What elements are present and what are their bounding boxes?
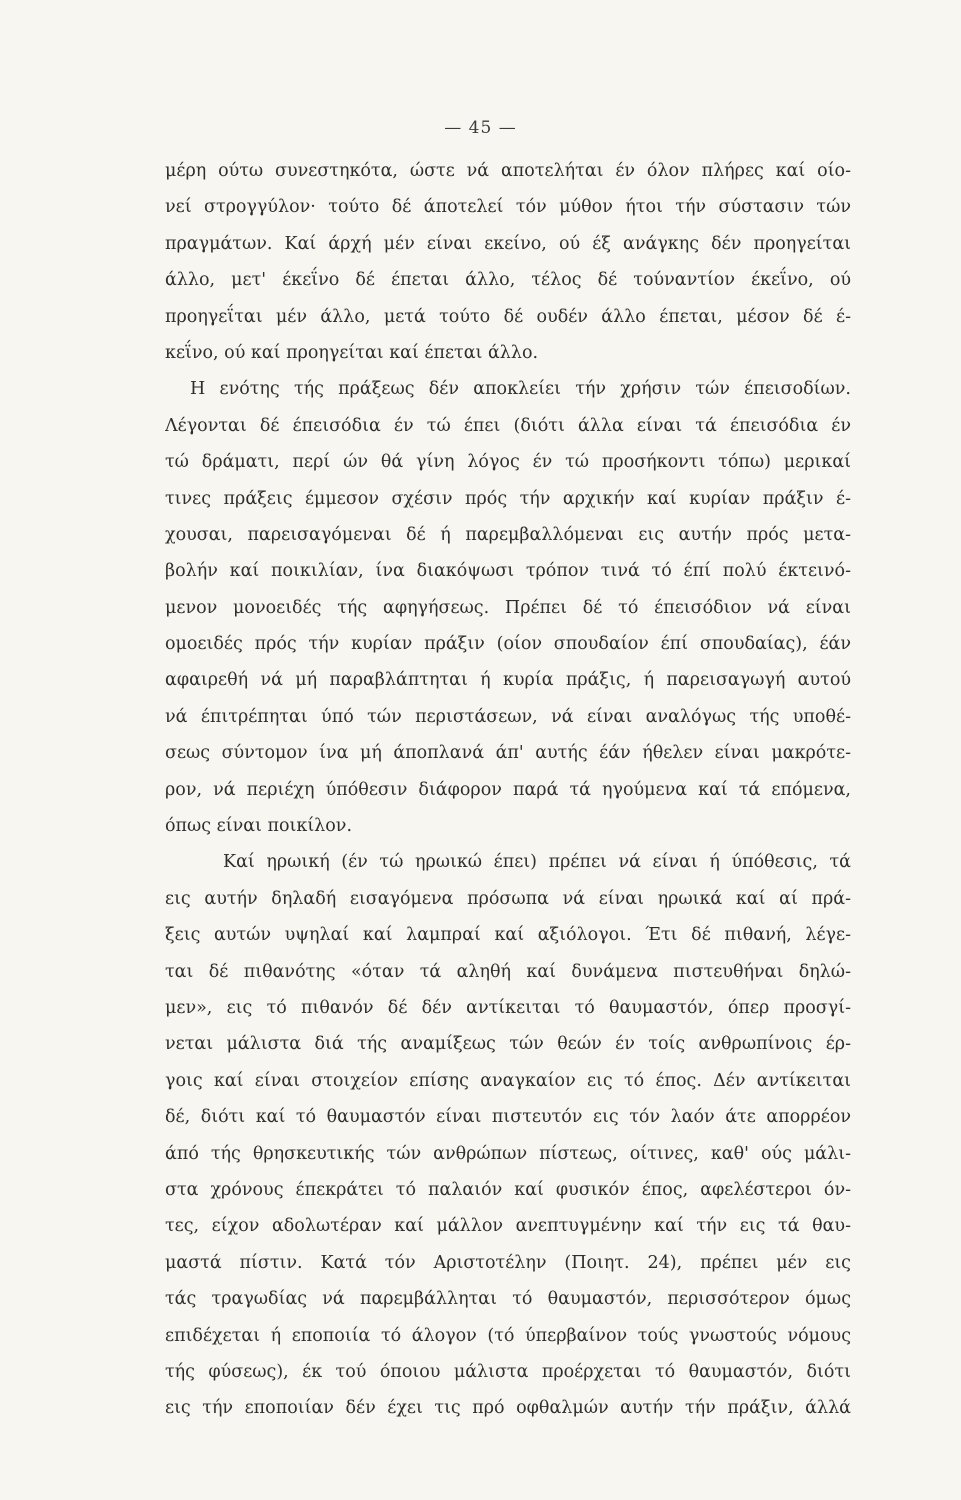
text-line: εις τήν εποποιίαν δέν έχει τις πρό οφθαλμών αυτήν τήν πράξιν, άλλά [165, 1398, 851, 1419]
text-line: αφαιρεθή νά μή παραβλάπτηται ή κυρία πράξις, ή παρεισαγωγή αυτού [165, 670, 851, 691]
text-line: νεί στρογγύλον· τούτο δέ άποτελεί τόν μύθον ήτοι τήν σύστασιν τών [165, 197, 851, 218]
text-line: μέρη ούτω συνεστηκότα, ώστε νά αποτελήται έν όλον πλήρες καί οίο- [165, 161, 851, 181]
text-line: επιδέχεται ή εποποιία τό άλογον (τό ύπερβαίνον τούς γνωστούς νόμους [165, 1325, 851, 1346]
text-line: μαστά πίστιν. Κατά τόν Αριστοτέλην (Ποιητ. 24), πρέπει μέν εις [165, 1252, 851, 1273]
text-line: τής φύσεως), έκ τού όποιου μάλιστα προέρχεται τό θαυμαστόν, διότι [165, 1361, 851, 1382]
text-line: τες, είχον αδολωτέραν καί μάλλον ανεπτυγμένην καί τήν εις τά θαυ- [165, 1216, 851, 1237]
text-line: στα χρόνους έπεκράτει τό παλαιόν καί φυσικόν έπος, αφελέστεροι όν- [165, 1179, 851, 1200]
text-line: Καί ηρωική (έν τώ ηρωικώ έπει) πρέπει νά είναι ή ύπόθεσις, τά [223, 852, 851, 873]
text-line: άλλο, μετ' έκεΐνο δέ έπεται άλλο, τέλος δέ τούναντίον έκεΐνο, ού [165, 270, 851, 291]
text-line: ομοειδές πρός τήν κυρίαν πράξιν (οίον σπουδαίον έπί σπουδαίας), έάν [165, 634, 851, 655]
text-line: ξεις αυτών υψηλαί καί λαμπραί καί αξιόλογοι. Έτι δέ πιθανή, λέγε- [165, 925, 851, 946]
text-line: μεν», εις τό πιθανόν δέ δέν αντίκειται τό θαυμαστόν, όπερ προσγί- [165, 997, 851, 1018]
text-line: μενον μονοειδές τής αφηγήσεως. Πρέπει δέ τό έπεισόδιον νά είναι [165, 597, 851, 618]
text-line: ται δέ πιθανότης «όταν τά αληθή καί δυνάμενα πιστευθήναι δηλώ- [165, 961, 851, 982]
text-line: νά έπιτρέπηται ύπό τών περιστάσεων, νά είναι αναλόγως τής υποθέ- [165, 706, 851, 727]
text-line: γοις καί είναι στοιχείον επίσης αναγκαίον εις τό έπος. Δέν αντίκειται [165, 1070, 851, 1091]
text-line: τινες πράξεις έμμεσον σχέσιν πρός τήν αρχικήν καί κυρίαν πράξιν έ- [165, 488, 851, 509]
text-line: χουσαι, παρεισαγόμεναι δέ ή παρεμβαλλόμεναι εις αυτήν πρός μετα- [165, 524, 851, 545]
text-line: ρον, νά περιέχη ύπόθεσιν διάφορον παρά τά ηγούμενα καί τά επόμενα, [165, 779, 851, 800]
body-text [165, 153, 851, 1427]
text-line: δέ, διότι καί τό θαυμαστόν είναι πιστευτόν εις τόν λαόν άτε απορρέον [165, 1107, 851, 1128]
text-line: άπό τής θρησκευτικής τών ανθρώπων πίστεως, οίτινες, καθ' ούς μάλι- [165, 1143, 851, 1164]
text-line: όπως είναι ποικίλον. [165, 816, 353, 837]
text-line: κεΐνο, ού καί προηγείται καί έπεται άλλο. [165, 342, 539, 363]
text-line: σεως σύντομον ίνα μή άποπλανά άπ' αυτής έάν ήθελεν είναι μακρότε- [165, 743, 851, 764]
text-line: τώ δράματι, περί ών θά γίνη λόγος έν τώ προσήκοντι τόπω) μερικαί [165, 452, 851, 473]
text-line: Λέγονται δέ έπεισόδια έν τώ έπει (διότι άλλα είναι τά έπεισόδια έν [165, 415, 851, 436]
text-line: νεται μάλιστα διά τής αναμίξεως τών θεών έν τοίς ανθρωπίνοις έρ- [165, 1034, 851, 1055]
page-number: — 45 — [444, 118, 517, 138]
text-line: πραγμάτων. Καί άρχή μέν είναι εκείνο, ού έξ ανάγκης δέν προηγείται [165, 233, 851, 254]
text-line: προηγεΐται μέν άλλο, μετά τούτο δέ ουδέν άλλο έπεται, μέσον δέ έ- [165, 306, 851, 327]
text-line: Η ενότης τής πράξεως δέν αποκλείει τήν χρήσιν τών έπεισοδίων. [190, 379, 851, 400]
text-line: εις αυτήν δηλαδή εισαγόμενα πρόσωπα νά είναι ηρωικά καί αί πρά- [165, 888, 851, 909]
text-line: τάς τραγωδίας νά παρεμβάλληται τό θαυμαστόν, περισσότερον όμως [165, 1289, 851, 1310]
text-line: βολήν καί ποικιλίαν, ίνα διακόψωσι τρόπον τινά τό έπί πολύ έκτεινό- [165, 561, 851, 582]
